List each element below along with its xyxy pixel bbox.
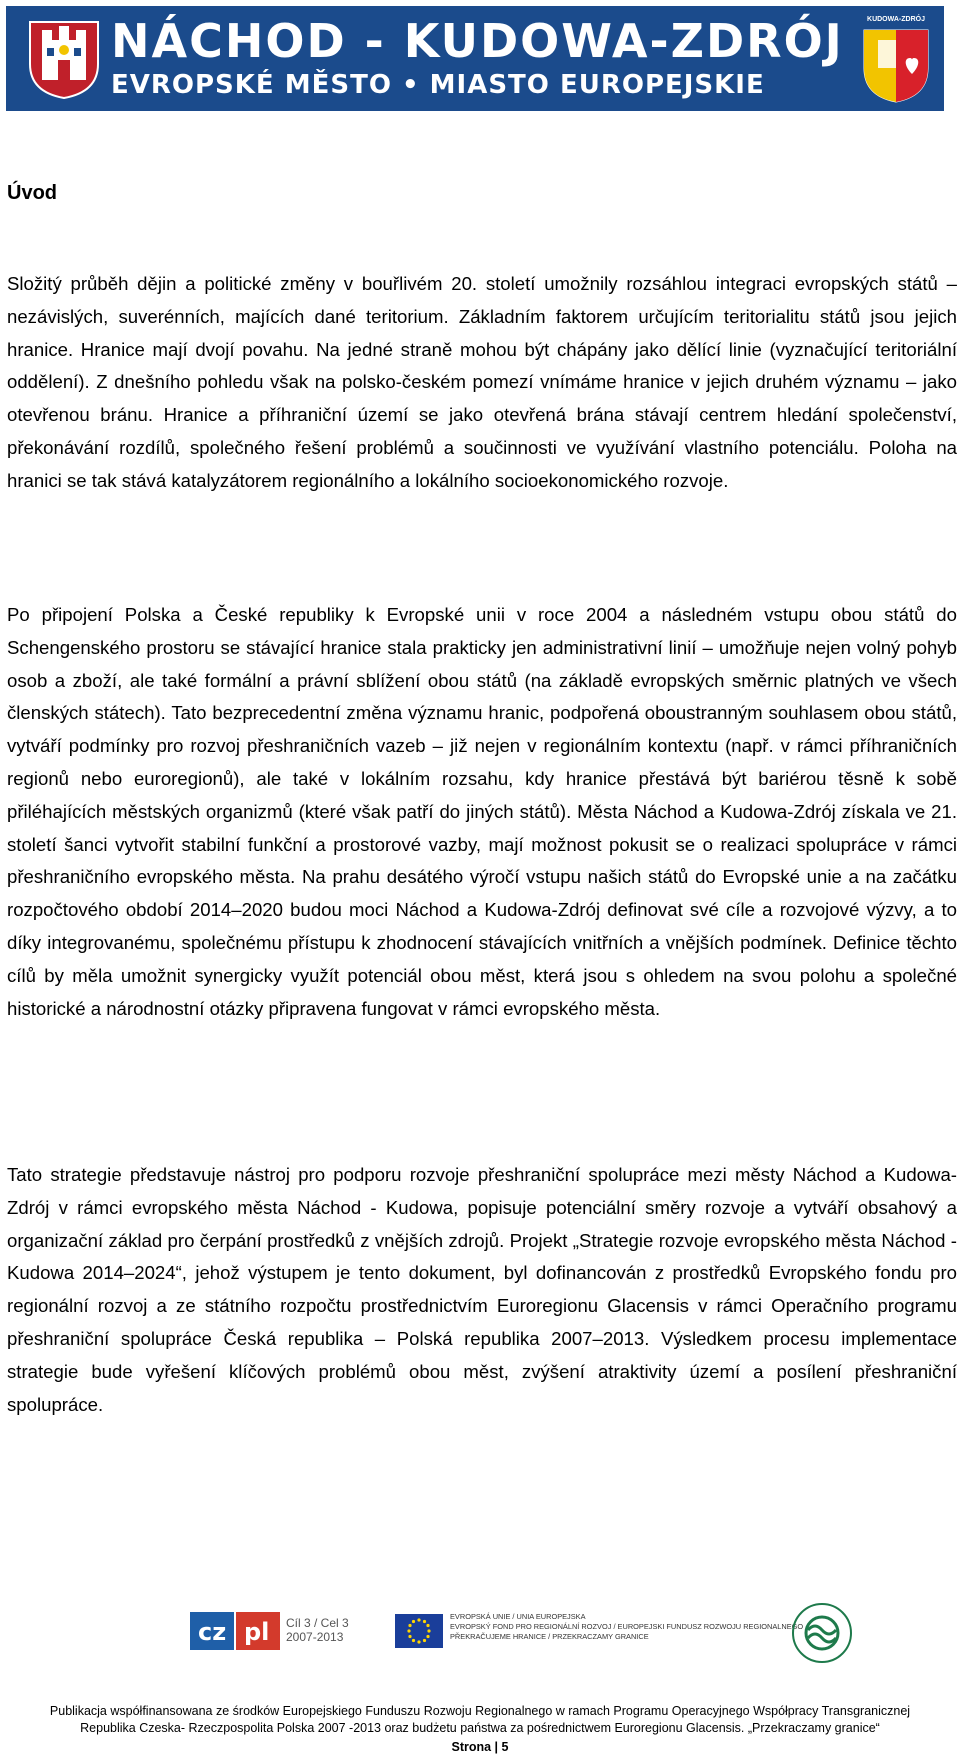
banner-subtitle: EVROPSKÉ MĚSTO • MIASTO EUROPEJSKIE: [111, 70, 765, 100]
nachod-coat-of-arms-icon: [26, 18, 102, 100]
cil-label: [286, 1616, 349, 1644]
cil-line-1: Cíl 3 / Cel 3: [286, 1616, 349, 1630]
svg-text:cz: cz: [198, 1618, 227, 1646]
eu-line-2: EVROPSKÝ FOND PRO REGIONÁLNÍ ROZVOJ / EUROPEJSKI FUNDUSZ ROZWOJU REGIONALNEGO: [450, 1622, 804, 1631]
banner-title: NÁCHOD - KUDOWA-ZDRÓJ: [111, 14, 844, 68]
kudowa-crest-label: KUDOWA-ZDRÓJ: [867, 16, 925, 23]
euroregion-glacensis-logo-icon: [790, 1600, 854, 1666]
cil-line-2: 2007-2013: [286, 1630, 344, 1644]
svg-text:pl: pl: [244, 1618, 270, 1646]
header-banner: [6, 6, 944, 111]
footer-logos: [190, 1600, 950, 1670]
eu-flag-icon: [395, 1614, 443, 1648]
paragraph-1: Složitý průběh dějin a politické změny v bouřlivém 20. století umožnily rozsáhlou integraci evropských států – nezávislých, suverénních, majících dané teritorium. Základním faktorem určujícím teritorialitu států jsou jejich hranice. Hranice mají dvojí povahu. Na jedné straně mohou být chápány jako dělící linie (vyznačující teritoriální oddělení). Z dnešního pohledu však na polsko-českém pomezí vnímáme hranice v jejich druhém významu – jako otevřenou bránu. Hranice a příhraniční území se jako otevřená brána stávají centrem hledání společenství, překonávání rozdílů, společného řešení problémů a součinnosti ve využívání vlastního potenciálu. Poloha na hranici se tak stává katalyzátorem regionálního a lokálního socioekonomického rozvoje.: [7, 273, 957, 491]
footer-line-2: Republika Czeska- Rzeczpospolita Polska 2007 -2013 oraz budżetu państwa za pośrednictwem Euroregionu Glacensis. „Przekraczamy granice“: [80, 1721, 880, 1735]
section-heading: Úvod: [7, 182, 57, 204]
eu-fund-label: [450, 1612, 803, 1642]
paragraph-3: Tato strategie představuje nástroj pro podporu rozvoje přeshraniční spolupráce mezi městy Náchod a Kudowa-Zdrój v rámci evropského města Náchod - Kudowa, popisuje potenciální směry rozvoje a vytváří obsahový a organizační základ pro čerpání prostředků z vnějších zdrojů. Projekt „Strategie rozvoje evropského města Náchod - Kudowa 2014–2024“, jehož výstupem je tento dokument, byl dofinancován z prostředků Evropského fondu pro regionální rozvoj a ze státního rozpočtu prostřednictvím Euroregionu Glacensis v rámci Operačního programu přeshraniční spolupráce Česká republika – Polská republika 2007–2013. Výsledkem procesu implementace strategie bude vyřešení klíčových problémů obou měst, zvýšení atraktivity území a posílení přeshraniční spolupráce.: [7, 1164, 957, 1415]
eu-line-1: EVROPSKÁ UNIE / UNIA EUROPEJSKA: [450, 1612, 586, 1621]
paragraph-2: Po připojení Polska a České republiky k Evropské unii v roce 2004 a následném vstupu obou států do Schengenského prostoru se stávající hranice stala prakticky jen administrativní linií – umožňuje nejen volný pohyb osob a zboží, ale také formální a právní sblížení obou států (na základě evropských směrnic platných ve všech členských státech). Tato bezprecedentní změna významu hranic, podpořená oboustranným souhlasem obou států, vytváří podmínky pro rozvoj přeshraničních vazeb – již nejen v regionálním kontextu (např. v rámci příhraničních regionů nebo euroregionů), ale také v lokálním rozsahu, kdy hranice přestává být bariérou těsně k sobě přiléhajících městských organizmů (které však patří do jiných států). Města Náchod a Kudowa-Zdrój získala ve 21. století šanci vytvořit stabilní funkční a prostorové vazby, mají možnost pokusit se o realizaci spolupráce v rámci přeshraničního evropského města. Na prahu desátého výročí vstupu našich států do Evropské unie a na začátku rozpočtového období 2014–2020 budou moci Náchod a Kudowa-Zdrój definovat své cíle a rozvojové výzvy, a to díky integrovanému, společnému přístupu k zhodnocení stávajících vnitřních a vnějších podmínek. Definice těchto cílů by měla umožnit synergicky využít potenciál obou měst, která jsou s ohledem na svou polohu a společné historické a národnostní otázky připravena fungovat v rámci evropského města.: [7, 604, 957, 1019]
czpl-logo-icon: [190, 1612, 280, 1650]
page-number: Strona | 5: [451, 1740, 509, 1754]
eu-line-3: PŘEKRAČUJEME HRANICE / PRZEKRACZAMY GRANICE: [450, 1632, 649, 1641]
footer-line-1: Publikacja współfinansowana ze środków Europejskiego Funduszu Rozwoju Regionalnego w ramach Programu Operacyjnego Współpracy Transgranicznej: [49, 1704, 911, 1718]
kudowa-coat-of-arms-icon: [858, 16, 934, 104]
